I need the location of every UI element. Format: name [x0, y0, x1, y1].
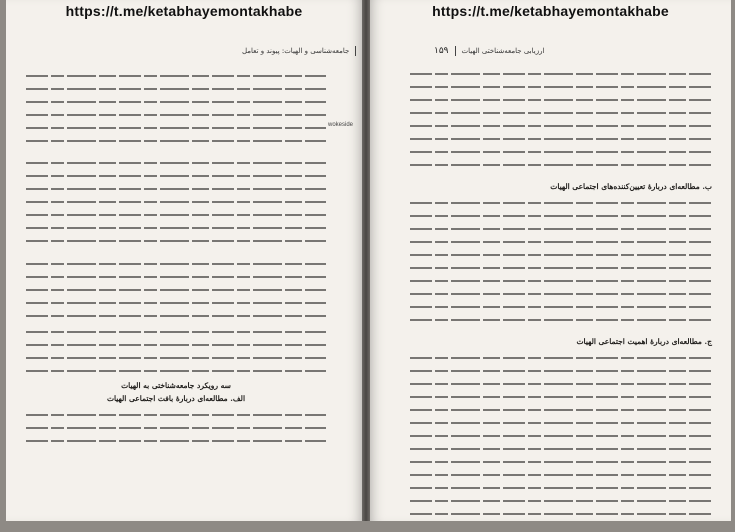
text-lines: [26, 409, 326, 449]
right-text-block: [410, 68, 712, 532]
left-page: [6, 0, 362, 521]
left-last-paragraph: [26, 409, 326, 449]
left-section-heading: سه رویکرد جامعه‌شناختی به الهیات: [121, 381, 231, 390]
right-paragraph-2: [410, 197, 712, 329]
running-head-divider: [455, 46, 456, 56]
right-paragraph-1: [410, 68, 712, 174]
left-paragraph-4: [26, 326, 326, 373]
text-lines: [410, 352, 712, 524]
left-running-head: [242, 46, 377, 56]
text-lines: [26, 326, 326, 373]
text-lines: [410, 197, 712, 329]
watermark-url-right: https://t.me/ketabhayemontakhabe: [432, 3, 669, 19]
watermark-url-left: https://t.me/ketabhayemontakhabe: [65, 3, 303, 19]
right-page: [370, 0, 731, 521]
book-gutter: [362, 0, 370, 521]
right-running-head-title: ارزیابی جامعه‌شناختی الهیات: [461, 47, 545, 55]
running-head-divider: [355, 46, 356, 56]
right-paragraph-3: [410, 352, 712, 524]
left-paragraph-1: [26, 70, 326, 149]
text-lines: [410, 68, 712, 174]
right-heading-b: ب. مطالعه‌ای دربارهٔ تعیین‌کننده‌های اجتماعی الهیات: [550, 182, 712, 191]
text-lines: [26, 157, 326, 250]
left-paragraph-2: [26, 157, 326, 250]
right-page-number: ۱۵۹: [434, 46, 449, 56]
left-text-block: [26, 70, 326, 457]
left-subsection-heading: الف. مطالعه‌ای دربارهٔ بافت اجتماعی الهیات: [106, 394, 246, 403]
left-paragraph-3: [26, 258, 326, 318]
text-lines: [26, 258, 326, 318]
left-running-head-title: جامعه‌شناسی و الهیات: پیوند و تعامل: [242, 47, 350, 55]
right-running-head: [434, 46, 544, 56]
text-lines: [26, 70, 326, 149]
margin-note: wokeside: [328, 122, 354, 128]
right-heading-c: ج. مطالعه‌ای دربارهٔ اهمیت اجتماعی الهیات: [576, 337, 712, 346]
